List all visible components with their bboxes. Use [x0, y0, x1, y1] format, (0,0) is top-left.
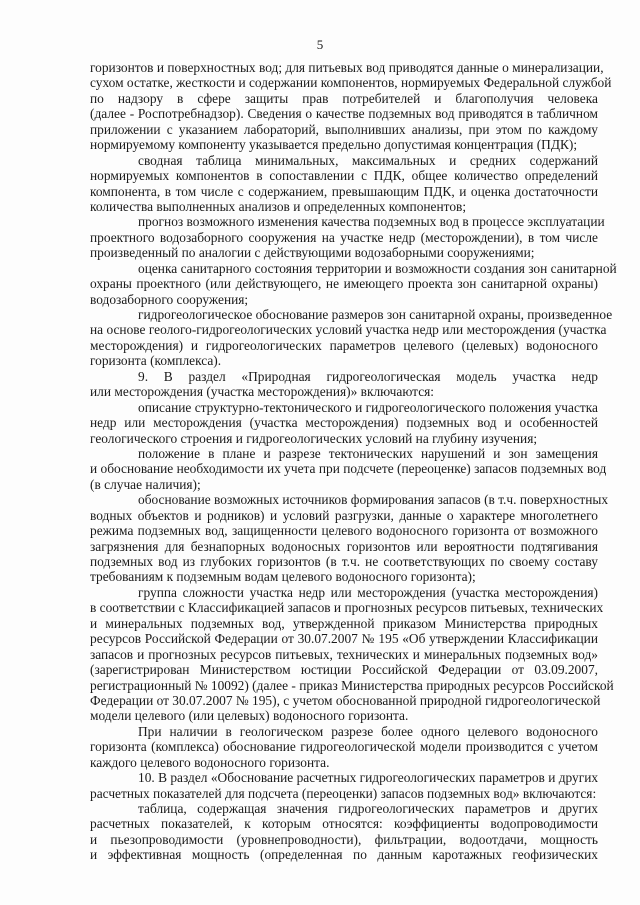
paragraph — [90, 260, 617, 307]
text-line: или месторождения (участка месторождения)» включаются: — [90, 384, 435, 400]
text-line: горизонтов и поверхностных вод; для питьевых вод приводятся данные о минерализации, — [90, 60, 604, 75]
text-line: расчетных показателей для подсчета (переоценки) запасов подземных вод» включаются: — [90, 785, 597, 801]
paragraph — [90, 153, 598, 215]
text-line: группа сложности участка недр или месторождения (участка месторождения) — [138, 584, 598, 600]
text-line: водных объектов и родников) и условий разгрузки, данные о характере многолетнего — [90, 507, 598, 523]
text-line: и эффективная мощность (определенная по данным каротажных геофизических — [90, 847, 598, 863]
text-line: регистрационный № 10092) (далее - приказ Министерства природных ресурсов Российской — [90, 677, 614, 693]
document-body — [90, 60, 617, 863]
text-line: каждого целевого водоносного горизонта. — [90, 754, 330, 770]
paragraph — [90, 801, 598, 863]
text-line: таблица, содержащая значения гидрогеологических параметров и других — [138, 801, 598, 816]
text-line: модели целевого (или целевых) водоносного горизонта. — [90, 708, 409, 724]
paragraph — [90, 445, 607, 492]
text-line: количества выполненных анализов и определенных компонентов; — [90, 198, 467, 214]
text-line: в соответствии с Классификацией запасов и прогнозных ресурсов питьевых, технических — [90, 600, 604, 616]
paragraph — [90, 369, 598, 400]
text-line: и пьезопроводимости (уровнепроводности), фильтрации, водоотдачи, мощность — [90, 831, 598, 847]
text-line: При наличии в геологическом разрезе более одного целевого водоносного — [138, 723, 598, 739]
paragraph — [90, 770, 598, 801]
text-line: водозаборного сооружения; — [90, 291, 249, 307]
page-number: 5 — [316, 37, 324, 52]
text-line: нормируемому компоненту указывается предельно допустимая концентрация (ПДК); — [90, 137, 578, 153]
paragraph — [90, 492, 609, 585]
text-line: оценка санитарного состояния территории и возможности создания зон санитарной — [138, 260, 617, 276]
text-line: гидрогеологическое обоснование размеров зон санитарной охраны, произведенное — [138, 307, 613, 322]
text-line: ресурсов Российской Федерации от 30.07.2007 № 195 «Об утверждении Классификации — [90, 631, 598, 647]
text-line: (в случае наличия); — [90, 476, 201, 492]
text-line: по надзору в сфере защиты прав потребителей и благополучия человека — [90, 90, 598, 106]
text-line: 9. В раздел «Природная гидрогеологическая модель участка недр — [138, 368, 598, 384]
text-line: и обоснование необходимости их учета при подсчете (переоценке) запасов подземных вод — [90, 461, 607, 477]
text-line: 10. В раздел «Обоснование расчетных гидрогеологических параметров и других — [138, 770, 599, 786]
text-line: месторождения) и гидрогеологических параметров целевого (целевых) водоносного — [90, 337, 598, 353]
text-line: подземных вод из глубоких горизонтов (в т.ч. не соответствующих по своему составу — [90, 554, 598, 569]
text-line: сухом остатке, жесткости и содержании компонентов, нормируемых Федеральной службой — [90, 75, 612, 91]
text-line: и минеральных подземных вод, утвержденной приказом Министерства природных — [90, 615, 598, 631]
text-line: загрязнения для безнапорных водоносных горизонтов или вероятности подтягивания — [90, 538, 598, 554]
text-line: описание структурно-тектонического и гидрогеологического положения участка — [138, 399, 598, 415]
paragraph — [90, 214, 605, 261]
text-line: недр или месторождения (участка месторождения) подземных вод и особенностей — [90, 415, 598, 431]
text-line: охраны проектного (или действующего, не имеющего проекта зон санитарной охраны) — [90, 276, 598, 292]
text-line: приложении с указанием лабораторий, выполнивших анализы, при этом по каждому — [90, 121, 598, 137]
text-line: нормируемых компонентов в сопоставлении с ПДК, общее количество определений — [90, 168, 598, 184]
text-line: запасов и прогнозных ресурсов питьевых, технических и минеральных подземных вод» — [90, 646, 598, 662]
text-line: произведенный по аналогии с действующими водозаборными сооружениями; — [90, 245, 535, 261]
text-line: (зарегистрирован Министерством юстиции Российской Федерации от 03.09.2007, — [90, 662, 598, 678]
text-line: горизонта (комплекса). — [90, 353, 222, 369]
text-line: геологического строения и гидрогеологических условий на глубину изучения; — [90, 430, 538, 446]
text-line: компонента, в том числе с содержанием, превышающим ПДК, и оценка достаточности — [90, 183, 598, 199]
paragraph — [90, 584, 614, 724]
text-line: на основе геолого-гидрогеологических условий участка недр или месторождения (участка — [90, 322, 607, 338]
text-line: расчетных показателей, к которым относятся: коэффициенты водопроводимости — [90, 816, 598, 832]
text-line: (далее - Роспотребнадзор). Сведения о качестве подземных вод приводятся в табличном — [90, 106, 598, 122]
paragraph — [90, 724, 598, 770]
text-line: обоснование возможных источников формирования запасов (в т.ч. поверхностных — [138, 492, 609, 508]
paragraph — [90, 400, 598, 446]
paragraph — [90, 307, 613, 369]
text-line: положение в плане и разрезе тектонических нарушений и зон замещения — [138, 445, 598, 461]
text-line: сводная таблица минимальных, максимальных и средних содержаний — [138, 152, 598, 168]
text-line: прогноз возможного изменения качества подземных вод в процессе эксплуатации — [138, 214, 605, 230]
text-line: режима подземных вод, защищенности целевого водоносного горизонта от возможного — [90, 523, 598, 539]
text-line: Федерации от 30.07.2007 № 195), с учетом обоснованной природной гидрогеологической — [90, 692, 601, 708]
text-line: требованиям к подземным водам целевого водоносного горизонта); — [90, 569, 476, 585]
text-line: проектного водозаборного сооружения на участке недр (месторождении), в том числе — [90, 229, 598, 245]
text-line: горизонта (комплекса) обоснование гидрогеологической модели производится с учетом — [90, 739, 598, 755]
paragraph — [90, 60, 612, 153]
